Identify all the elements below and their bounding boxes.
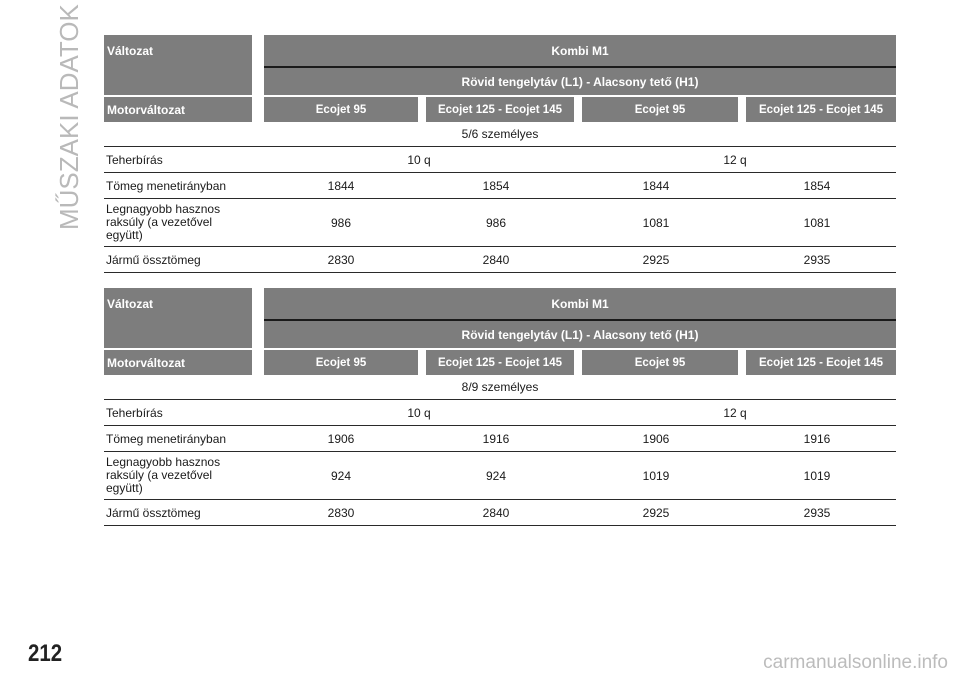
- max-payload-label-line-3: együtt): [106, 481, 143, 495]
- engine-col-4: Ecojet 125 - Ecojet 145: [746, 96, 896, 122]
- max-payload-label-line-1: Legnagyobb hasznos: [106, 455, 221, 469]
- payload-label: Teherbírás: [104, 147, 264, 173]
- max-payload-value-4: 1081: [738, 199, 896, 247]
- section-title-text: MŰSZAKI ADATOK: [54, 4, 84, 230]
- mass-value-4: 1916: [738, 426, 896, 452]
- max-payload-label: [104, 199, 264, 247]
- body-type: Rövid tengelytáv (L1) - Alacsony tető (H1): [264, 320, 896, 349]
- max-payload-label-line-1: Legnagyobb hasznos: [106, 202, 221, 216]
- max-payload-value-1: 986: [264, 199, 418, 247]
- engine-col-3: Ecojet 95: [582, 96, 738, 122]
- mass-value-1: 1906: [264, 426, 418, 452]
- seats-row: 5/6 személyes: [104, 122, 896, 147]
- payload-value-1: 10 q: [264, 147, 574, 173]
- mass-value-3: 1906: [574, 426, 738, 452]
- max-payload-value-1: 924: [264, 452, 418, 500]
- max-payload-value-2: 986: [418, 199, 574, 247]
- mass-value-2: 1916: [418, 426, 574, 452]
- engine-col-2: Ecojet 125 - Ecojet 145: [426, 349, 574, 375]
- max-payload-value-3: 1081: [574, 199, 738, 247]
- total-mass-value-3: 2925: [574, 247, 738, 273]
- payload-label: Teherbírás: [104, 400, 264, 426]
- engine-label: Motorváltozat: [104, 349, 252, 375]
- total-mass-value-4: 2935: [738, 500, 896, 526]
- engine-label: Motorváltozat: [104, 96, 252, 122]
- max-payload-label-line-2: raksúly (a vezetővel: [106, 468, 213, 482]
- total-mass-label: Jármű össztömeg: [104, 500, 264, 526]
- variant-value: Kombi M1: [264, 35, 896, 67]
- max-payload-value-3: 1019: [574, 452, 738, 500]
- mass-value-2: 1854: [418, 173, 574, 199]
- max-payload-label-line-2: raksúly (a vezetővel: [106, 215, 213, 229]
- max-payload-label: [104, 452, 264, 500]
- max-payload-value-4: 1019: [738, 452, 896, 500]
- max-payload-value-2: 924: [418, 452, 574, 500]
- payload-value-1: 10 q: [264, 400, 574, 426]
- payload-value-2: 12 q: [574, 147, 896, 173]
- total-mass-value-1: 2830: [264, 247, 418, 273]
- page-number: 212: [28, 640, 63, 667]
- total-mass-value-1: 2830: [264, 500, 418, 526]
- total-mass-value-3: 2925: [574, 500, 738, 526]
- mass-label: Tömeg menetirányban: [104, 426, 264, 452]
- engine-col-1: Ecojet 95: [264, 349, 418, 375]
- mass-value-3: 1844: [574, 173, 738, 199]
- total-mass-label: Jármű össztömeg: [104, 247, 264, 273]
- variant-value: Kombi M1: [264, 288, 896, 320]
- engine-col-4: Ecojet 125 - Ecojet 145: [746, 349, 896, 375]
- total-mass-value-2: 2840: [418, 500, 574, 526]
- watermark: carmanualsonline.info: [763, 652, 948, 673]
- mass-label: Tömeg menetirányban: [104, 173, 264, 199]
- payload-value-2: 12 q: [574, 400, 896, 426]
- spec-table-2: [104, 288, 896, 526]
- variant-label: Változat: [104, 288, 252, 320]
- body-type: Rövid tengelytáv (L1) - Alacsony tető (H1): [264, 67, 896, 96]
- engine-col-1: Ecojet 95: [264, 96, 418, 122]
- section-title-vertical: [52, 4, 86, 230]
- spec-table-1: [104, 35, 896, 273]
- mass-value-4: 1854: [738, 173, 896, 199]
- variant-label: Változat: [104, 35, 252, 67]
- total-mass-value-2: 2840: [418, 247, 574, 273]
- total-mass-value-4: 2935: [738, 247, 896, 273]
- max-payload-label-line-3: együtt): [106, 228, 143, 242]
- seats-row: 8/9 személyes: [104, 375, 896, 400]
- engine-col-2: Ecojet 125 - Ecojet 145: [426, 96, 574, 122]
- mass-value-1: 1844: [264, 173, 418, 199]
- engine-col-3: Ecojet 95: [582, 349, 738, 375]
